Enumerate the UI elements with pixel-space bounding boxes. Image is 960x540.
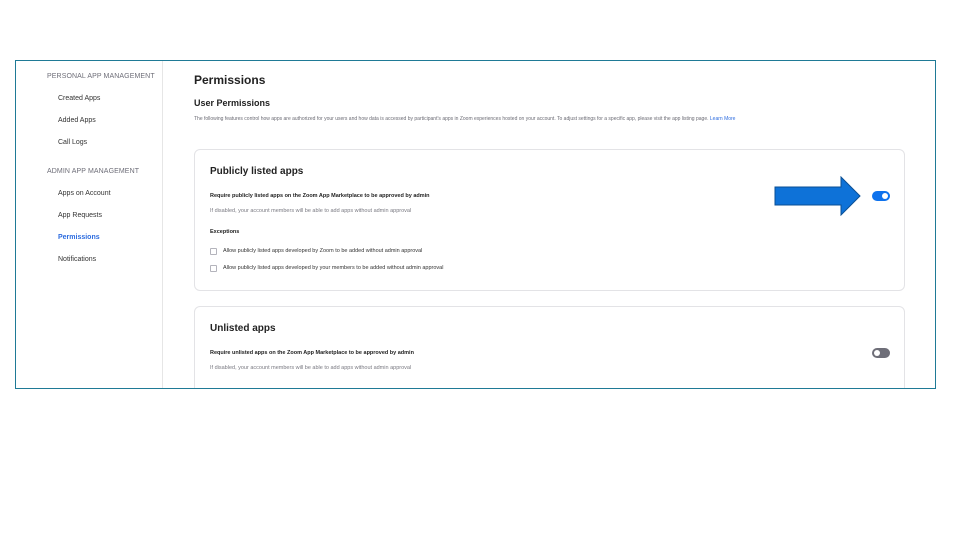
main-content (164, 61, 935, 388)
admin-section-title: ADMIN APP MANAGEMENT (47, 168, 140, 175)
sidebar-item-added-apps[interactable]: Added Apps (58, 117, 96, 124)
sidebar-item-permissions[interactable]: Permissions (58, 234, 100, 241)
toggle-knob (882, 193, 888, 199)
exceptions-title: Exceptions (210, 229, 240, 235)
card-title: Unlisted apps (210, 323, 276, 334)
publicly-listed-apps-card (194, 149, 905, 291)
page-title: Permissions (194, 73, 266, 87)
sidebar-item-call-logs[interactable]: Call Logs (58, 139, 88, 146)
setting-hint: If disabled, your account members will be able to add apps without admin approval (210, 208, 412, 214)
checkbox[interactable] (210, 248, 217, 255)
sidebar-item-app-requests[interactable]: App Requests (58, 212, 102, 219)
setting-label: Require publicly listed apps on the Zoom App Marketplace to be approved by admin (210, 193, 430, 199)
toggle-knob (874, 350, 880, 356)
public-apps-approval-toggle[interactable] (872, 191, 890, 201)
checkbox-label: Allow publicly listed apps developed by Zoom to be added without admin approval (223, 248, 423, 254)
exception-member-apps-checkbox[interactable] (210, 264, 443, 272)
exception-zoom-apps-checkbox[interactable] (210, 247, 422, 255)
section-description (194, 115, 909, 123)
card-title: Publicly listed apps (210, 166, 304, 177)
sidebar (16, 61, 163, 388)
app-window (15, 60, 936, 389)
description-text: The following features control how apps are authorized for your users and how data is accessed by participant's apps in Zoom experiences hosted on your account. To adjust settings for a specific app, please visit the app listing page. (194, 116, 709, 122)
sidebar-item-notifications[interactable]: Notifications (58, 256, 97, 263)
setting-hint: If disabled, your account members will be able to add apps without admin approval (210, 365, 412, 371)
sidebar-item-apps-on-account[interactable]: Apps on Account (58, 190, 111, 197)
section-title: User Permissions (194, 98, 271, 108)
checkbox[interactable] (210, 265, 217, 272)
unlisted-apps-approval-toggle[interactable] (872, 348, 890, 358)
setting-label: Require unlisted apps on the Zoom App Marketplace to be approved by admin (210, 350, 414, 356)
checkbox-label: Allow publicly listed apps developed by your members to be added without admin approval (223, 265, 444, 271)
unlisted-apps-card (194, 306, 905, 389)
sidebar-item-created-apps[interactable]: Created Apps (58, 95, 101, 102)
personal-section-title: PERSONAL APP MANAGEMENT (47, 73, 155, 80)
learn-more-link[interactable]: Learn More (709, 116, 736, 122)
arrow-right-icon (774, 176, 862, 216)
